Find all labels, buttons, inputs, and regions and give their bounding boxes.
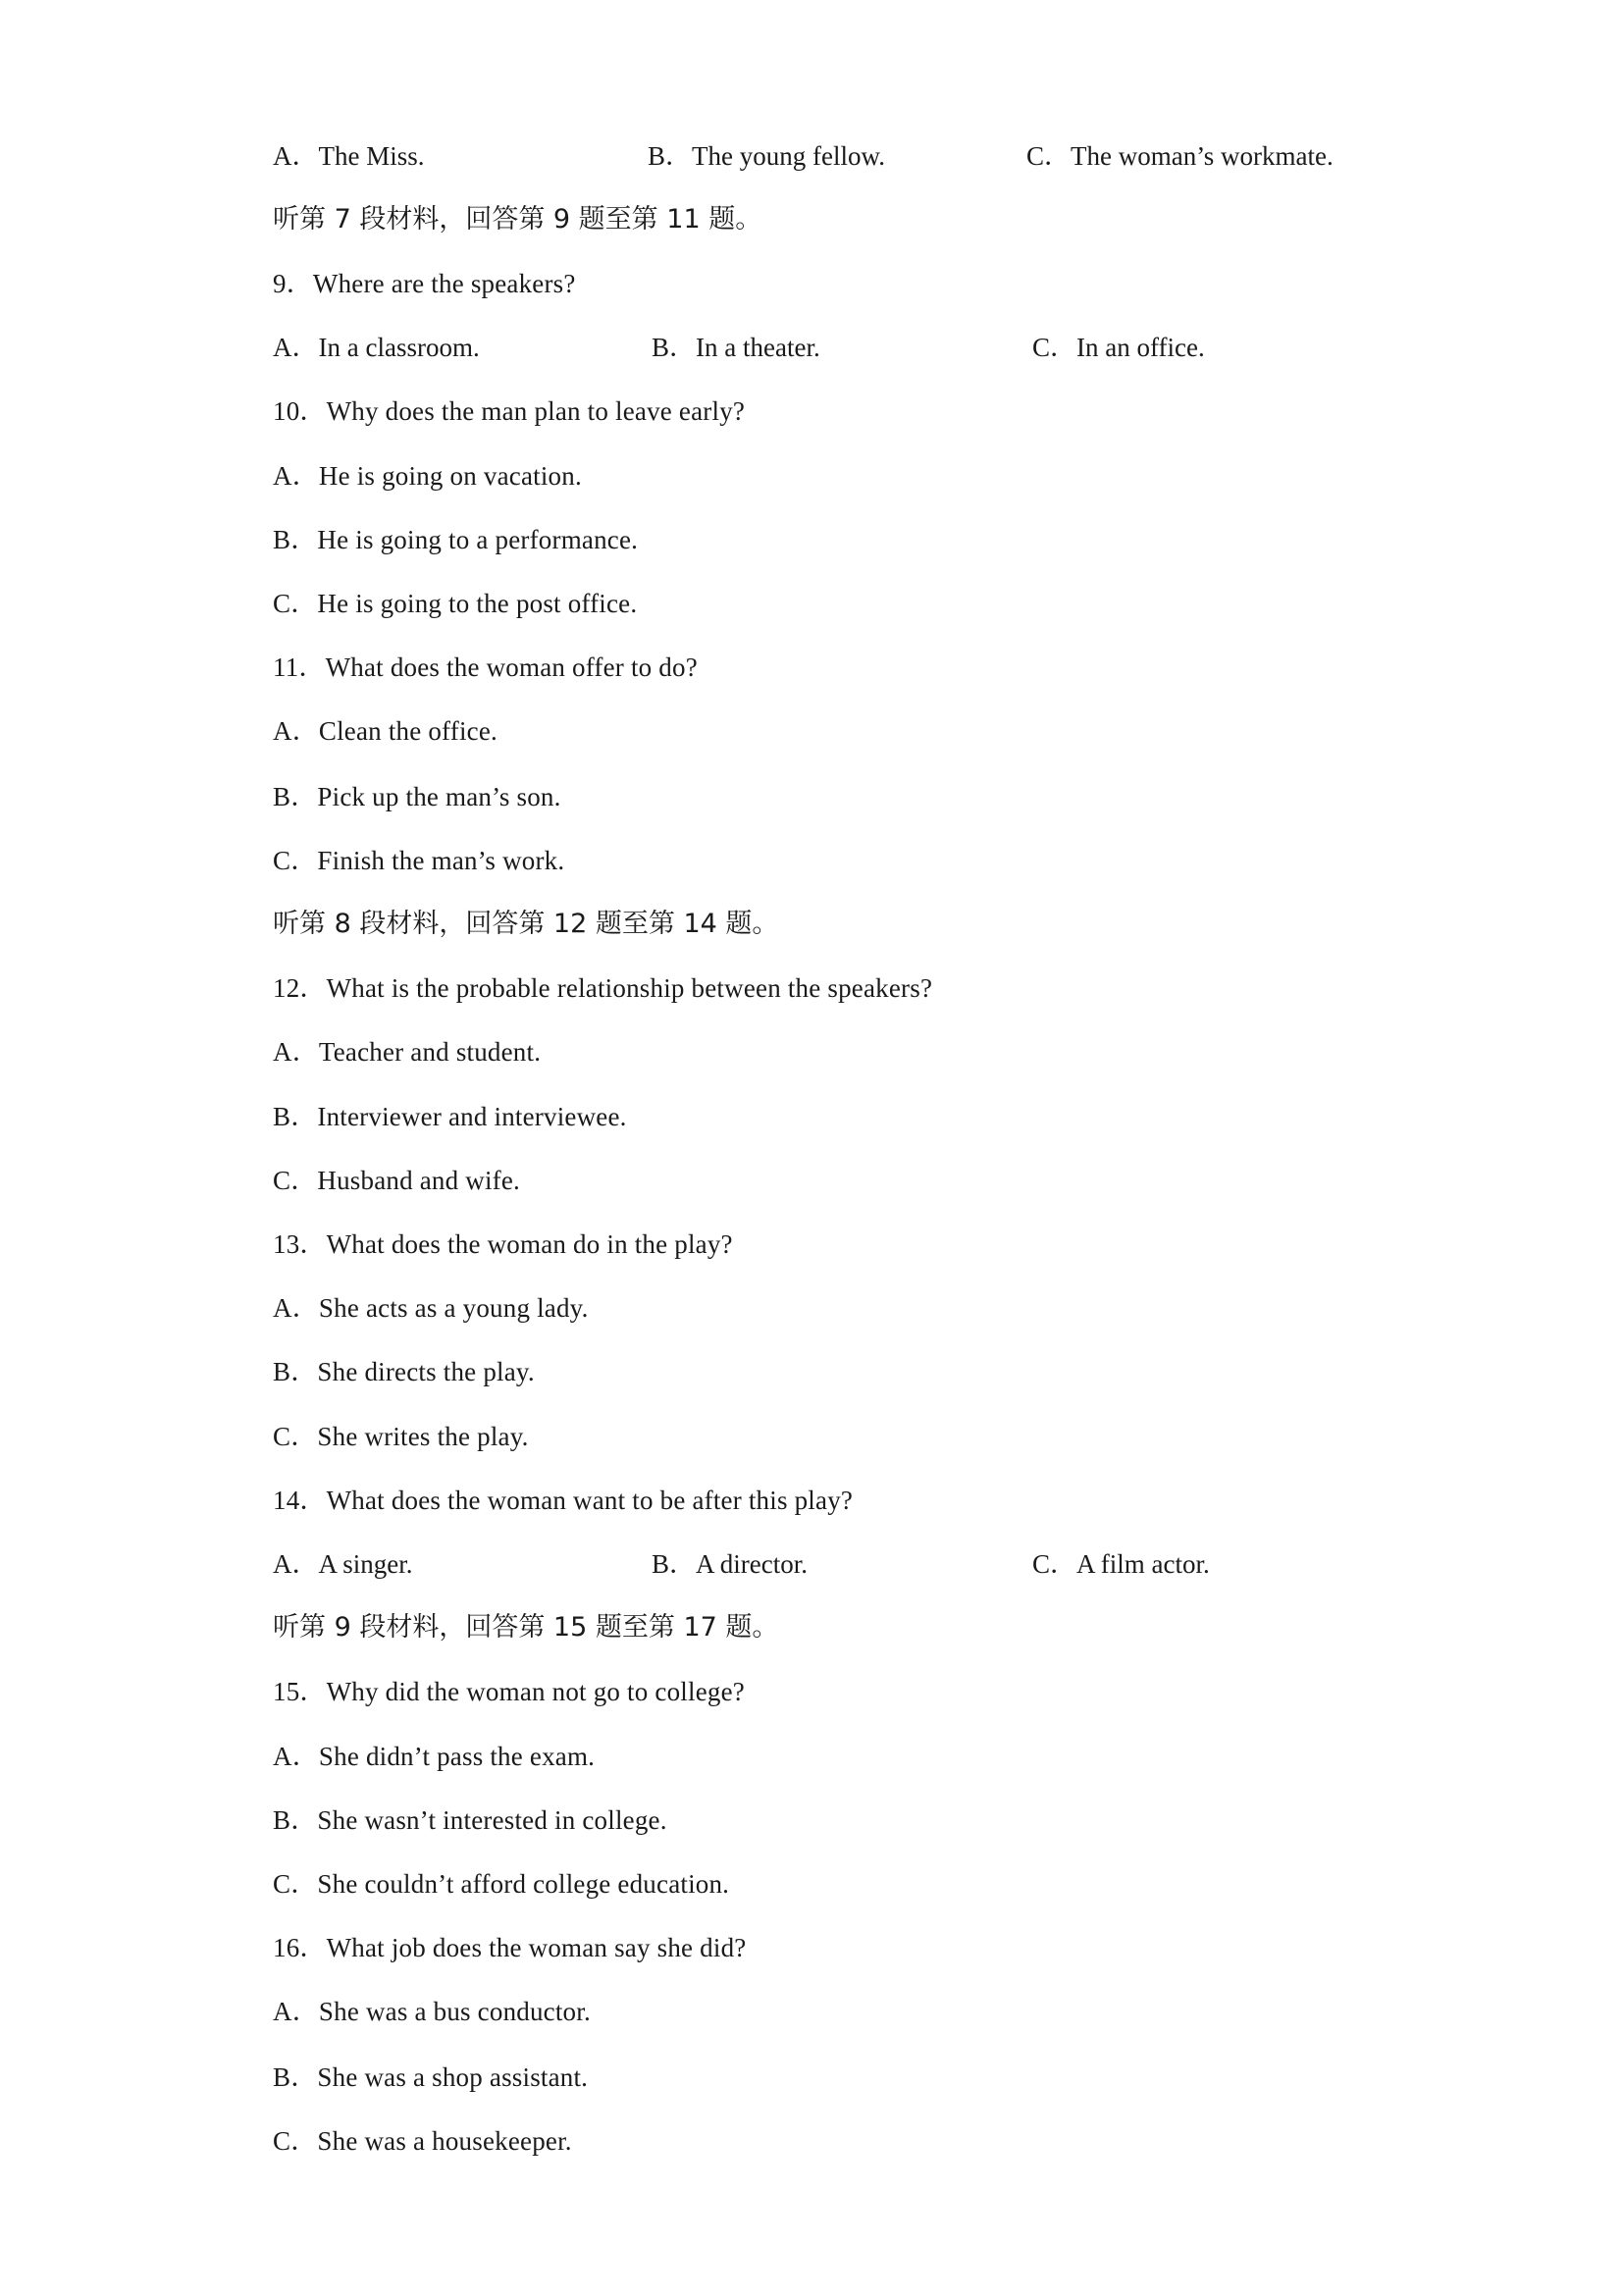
q8-option-a: A．The Miss. <box>273 141 425 171</box>
q14-option-a: A．A singer. <box>273 1549 413 1579</box>
q8-option-c: C．The woman’s workmate. <box>1026 141 1334 171</box>
q10-option-b: B．He is going to a performance. <box>273 525 639 554</box>
q12-option-b: B．Interviewer and interviewee. <box>273 1102 627 1131</box>
q15-option-b: B．She wasn’t interested in college. <box>273 1805 667 1835</box>
q10-option-c: C．He is going to the post office. <box>273 589 638 618</box>
section-7-heading: 听第 7 段材料，回答第 9 题至第 11 题。 <box>273 204 762 235</box>
q13-option-c: C．She writes the play. <box>273 1422 529 1451</box>
q11-option-c: C．Finish the man’s work. <box>273 846 565 875</box>
q9-option-b: B．In a theater. <box>652 333 820 362</box>
question-9: 9．Where are the speakers? <box>273 269 576 298</box>
question-12: 12．What is the probable relationship between the speakers? <box>273 973 933 1003</box>
question-15: 15．Why did the woman not go to college? <box>273 1677 745 1706</box>
q9-options-row <box>0 331 1623 364</box>
question-13: 13．What does the woman do in the play? <box>273 1229 733 1259</box>
q13-option-b: B．She directs the play. <box>273 1357 535 1386</box>
question-16: 16．What job does the woman say she did? <box>273 1933 747 1962</box>
q9-option-a: A．In a classroom. <box>273 333 480 362</box>
question-11: 11．What does the woman offer to do? <box>273 652 698 682</box>
q15-option-a: A．She didn’t pass the exam. <box>273 1742 596 1771</box>
section-8-heading: 听第 8 段材料，回答第 12 题至第 14 题。 <box>273 909 779 939</box>
q15-option-c: C．She couldn’t afford college education. <box>273 1869 730 1899</box>
q10-option-a: A．He is going on vacation. <box>273 461 582 491</box>
q8-options-row <box>0 139 1623 173</box>
q13-option-a: A．She acts as a young lady. <box>273 1293 589 1323</box>
q14-option-b: B．A director. <box>652 1549 808 1579</box>
q16-option-a: A．She was a bus conductor. <box>273 1997 591 2026</box>
q14-option-c: C．A film actor. <box>1032 1549 1210 1579</box>
q9-option-c: C．In an office. <box>1032 333 1205 362</box>
question-14: 14．What does the woman want to be after this play? <box>273 1486 854 1515</box>
q11-option-a: A．Clean the office. <box>273 716 497 746</box>
q11-option-b: B．Pick up the man’s son. <box>273 782 561 811</box>
q14-options-row <box>0 1547 1623 1581</box>
q16-option-c: C．She was a housekeeper. <box>273 2126 572 2156</box>
section-9-heading: 听第 9 段材料，回答第 15 题至第 17 题。 <box>273 1612 779 1643</box>
q16-option-b: B．She was a shop assistant. <box>273 2062 589 2092</box>
q12-option-c: C．Husband and wife. <box>273 1166 521 1195</box>
q8-option-b: B．The young fellow. <box>648 141 885 171</box>
question-10: 10．Why does the man plan to leave early? <box>273 396 746 426</box>
q12-option-a: A．Teacher and student. <box>273 1037 542 1067</box>
